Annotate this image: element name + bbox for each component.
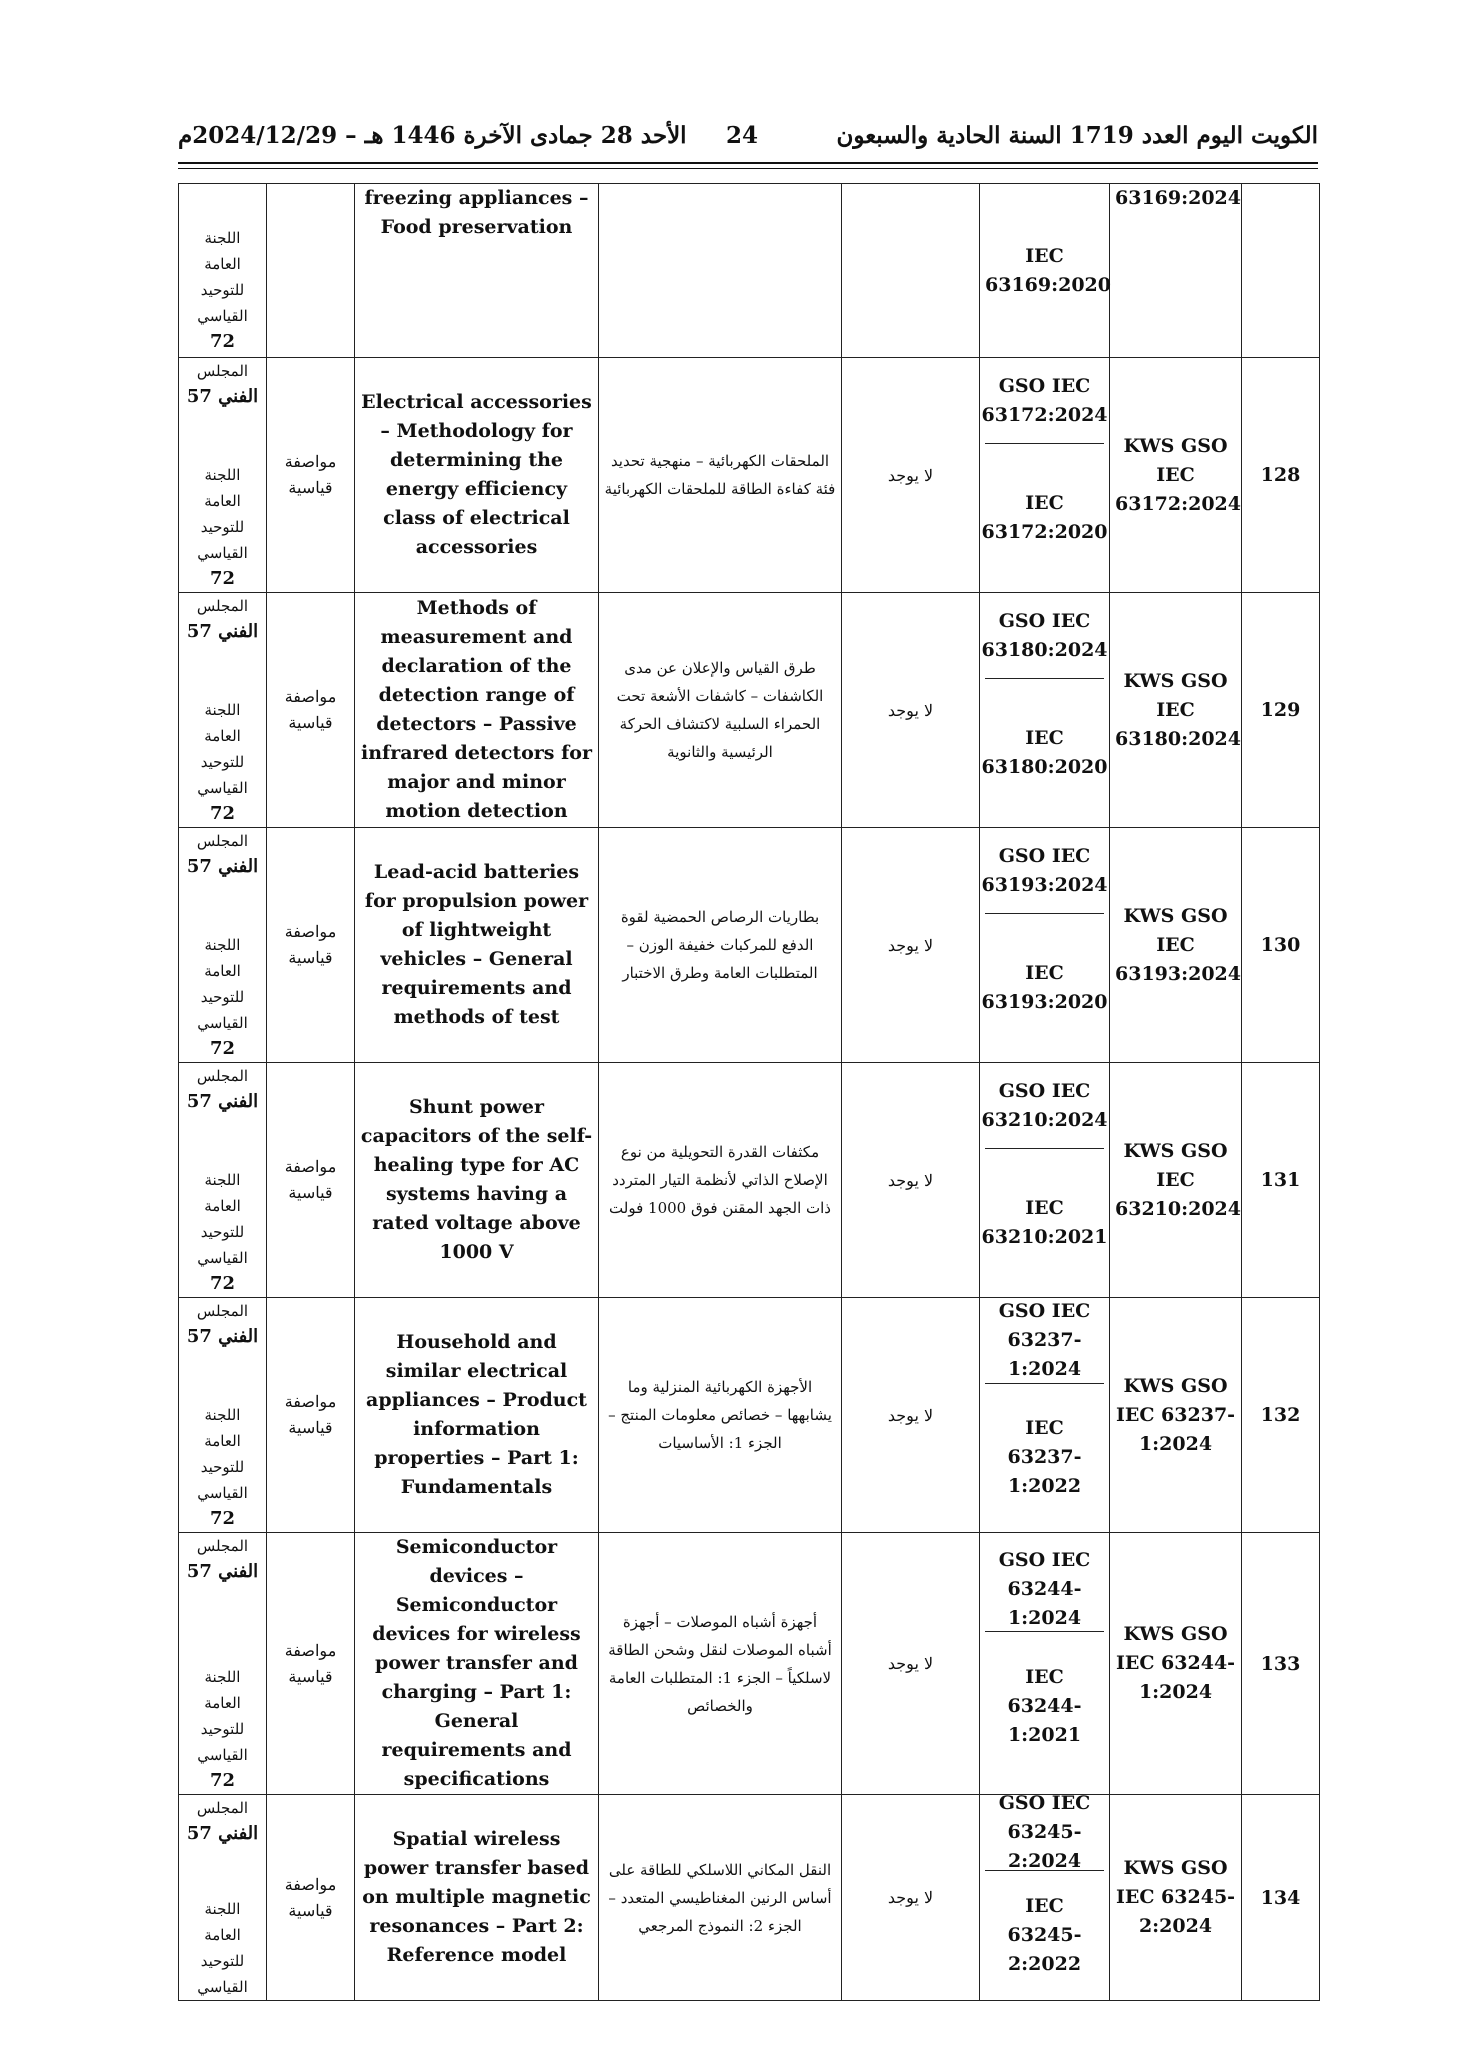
council-line: المجلس <box>196 1537 249 1555</box>
row-number: 128 <box>1242 358 1320 593</box>
committee-line: 72 <box>209 1273 236 1294</box>
committee-line: القياسي <box>197 1249 248 1267</box>
title-ar-cell: الأجهزة الكهربائية المنزلية وما يشابهها – خصائص معلومات المنتج – الجزء 1: الأساسيات <box>599 1298 842 1533</box>
committee-line: العامة <box>204 1694 241 1712</box>
committee-line: للتوحيد <box>200 753 245 771</box>
committee-cell <box>179 358 267 593</box>
title-en-cell: Household and similar electrical appliances – Product information properties – Part 1: Fundamentals <box>355 1298 599 1533</box>
row-number: 129 <box>1242 593 1320 828</box>
council-line: الفني 57 <box>186 621 259 642</box>
committee-block <box>197 1167 248 1297</box>
committee-block <box>197 1402 248 1532</box>
title-ar-cell: بطاريات الرصاص الحمضية لقوة الدفع للمركبات خفيفة الوزن – المتطلبات العامة وطرق الاختبار <box>599 828 842 1063</box>
table-row <box>179 358 1320 593</box>
committee-line: للتوحيد <box>200 1458 245 1476</box>
table-row <box>179 1298 1320 1533</box>
title-ar-cell: أجهزة أشباه الموصلات – أجهزة أشباه الموصلات لنقل وشحن الطاقة لاسلكياً – الجزء 1: المتطلبات العامة والخصائص <box>599 1533 842 1795</box>
table-row <box>179 1795 1320 2001</box>
issue-date: الأحد 28 جمادى الآخرة 1446 هـ – 2024/12/29م <box>178 122 687 149</box>
type-cell <box>267 1298 355 1533</box>
table-row <box>179 593 1320 828</box>
committee-line: العامة <box>204 1926 241 1944</box>
committee-line: القياسي <box>197 779 248 797</box>
committee-cell <box>179 1298 267 1533</box>
committee-line: اللجنة <box>204 1406 241 1424</box>
gso-code: GSO IEC 63237-1:2024 <box>985 1299 1104 1384</box>
council-line: الفني 57 <box>186 1823 259 1844</box>
committee-block <box>197 697 248 827</box>
iec-code: IEC 63245-2:2022 <box>1007 1894 1082 1975</box>
committee-line: اللجنة <box>204 1171 241 1189</box>
title-en-cell: freezing appliances – Food preservation <box>355 184 599 358</box>
committee-line: القياسي <box>197 1484 248 1502</box>
committee-line: اللجنة <box>204 1668 241 1686</box>
gso-code: GSO IEC 63244-1:2024 <box>985 1547 1104 1632</box>
committee-line: للتوحيد <box>200 1952 245 1970</box>
page-header <box>178 122 1318 158</box>
council-line: الفني 57 <box>186 856 259 877</box>
source-codes-cell <box>980 1063 1110 1298</box>
committee-line: العامة <box>204 962 241 980</box>
committee-cell <box>179 1533 267 1795</box>
committee-line: اللجنة <box>204 936 241 954</box>
source-codes-cell <box>980 1792 1110 2001</box>
gso-code: GSO IEC 63245-2:2024 <box>985 1796 1104 1871</box>
row-number: 131 <box>1242 1063 1320 1298</box>
iec-code: IEC 63237-1:2022 <box>1007 1417 1082 1497</box>
kws-code-cell: KWS GSO IEC 63245-2:2024 <box>1110 1795 1242 2001</box>
committee-cell <box>179 1063 267 1298</box>
gso-code: GSO IEC 63193:2024 <box>985 829 1104 914</box>
committee-line: 72 <box>209 1038 236 1059</box>
gazette-issue-line: الكويت اليوم العدد 1719 السنة الحادية والسبعون <box>836 122 1318 149</box>
committee-line: اللجنة <box>204 466 241 484</box>
type-label: مواصفة قياسية <box>284 922 337 967</box>
title-en-cell: Lead-acid batteries for propulsion power of lightweight vehicles – General requirements and methods of test <box>355 828 599 1063</box>
reference-cell: لا يوجد <box>842 1533 980 1795</box>
council-block <box>187 1533 258 1585</box>
council-block <box>187 358 258 410</box>
title-en-cell: Spatial wireless power transfer based on multiple magnetic resonances – Part 2: Reference model <box>355 1795 599 2001</box>
committee-line: القياسي <box>197 1014 248 1032</box>
committee-line: 72 <box>209 1770 236 1791</box>
type-cell <box>267 828 355 1063</box>
type-label: مواصفة قياسية <box>284 687 337 732</box>
source-codes-cell <box>980 1298 1110 1533</box>
title-en-cell: Methods of measurement and declaration of the detection range of detectors – Passive infrared detectors for major and minor motion detection <box>355 593 599 828</box>
council-line: المجلس <box>196 1067 249 1085</box>
gso-code: GSO IEC 63172:2024 <box>985 359 1104 444</box>
committee-cell <box>179 593 267 828</box>
gso-code: GSO IEC 63180:2024 <box>985 594 1104 679</box>
title-ar-cell: مكثفات القدرة التحويلية من نوع الإصلاح الذاتي لأنظمة التيار المتردد ذات الجهد المقنن فوق 1000 فولت <box>599 1063 842 1298</box>
type-label: مواصفة قياسية <box>284 452 337 497</box>
table-row <box>179 828 1320 1063</box>
number-cell <box>1242 184 1320 358</box>
kws-code-cell: KWS GSO IEC 63193:2024 <box>1110 828 1242 1063</box>
committee-line: 72 <box>209 803 236 824</box>
title-ar-cell: النقل المكاني اللاسلكي للطاقة على أساس الرنين المغناطيسي المتعدد – الجزء 2: النموذج المرجعي <box>599 1795 842 2001</box>
council-block <box>187 593 258 645</box>
committee-line: للتوحيد <box>200 988 245 1006</box>
kws-code-cell: KWS GSO IEC 63210:2024 <box>1110 1063 1242 1298</box>
type-cell <box>267 593 355 828</box>
source-codes-cell <box>980 1533 1110 1795</box>
title-ar-cell <box>599 184 842 358</box>
standards-table <box>178 183 1320 2001</box>
committee-line: القياسي <box>197 1746 248 1764</box>
page-number: 24 <box>725 122 758 149</box>
committee-block <box>197 1896 248 2000</box>
committee-cell <box>179 184 267 358</box>
type-label: مواصفة قياسية <box>284 1392 337 1437</box>
row-number: 133 <box>1242 1533 1320 1795</box>
row-number: 132 <box>1242 1298 1320 1533</box>
type-cell <box>267 1795 355 2001</box>
type-label: مواصفة قياسية <box>284 1157 337 1202</box>
council-line: المجلس <box>196 832 249 850</box>
iec-code: IEC 63172:2020 <box>981 491 1108 543</box>
kws-code-cell: KWS GSO IEC 63237-1:2024 <box>1110 1298 1242 1533</box>
reference-cell <box>842 184 980 358</box>
iec-code: IEC 63244-1:2021 <box>1007 1665 1082 1746</box>
type-cell <box>267 1533 355 1795</box>
committee-cell <box>179 828 267 1063</box>
committee-line: العامة <box>204 727 241 745</box>
committee-line: القياسي <box>197 1978 248 1996</box>
table-row <box>179 1063 1320 1298</box>
council-line: الفني 57 <box>186 1091 259 1112</box>
header-rule-thick <box>178 162 1318 164</box>
committee-line: اللجنة <box>204 1900 241 1918</box>
type-label: مواصفة قياسية <box>284 1874 337 1920</box>
council-line: المجلس <box>196 597 249 615</box>
kws-code-cell: KWS GSO IEC 63172:2024 <box>1110 358 1242 593</box>
council-line: المجلس <box>196 1302 249 1320</box>
title-ar-cell: طرق القياس والإعلان عن مدى الكاشفات – كاشفات الأشعة تحت الحمراء السلبية لاكتشاف الحركة الرئيسية والثانوية <box>599 593 842 828</box>
council-line: المجلس <box>196 1799 249 1817</box>
council-line: الفني 57 <box>186 386 259 407</box>
reference-cell: لا يوجد <box>842 1063 980 1298</box>
committee-line: اللجنة <box>204 701 241 719</box>
gso-code: GSO IEC 63210:2024 <box>985 1064 1104 1149</box>
committee-line: العامة <box>204 255 241 273</box>
committee-cell <box>179 1795 267 2001</box>
committee-block <box>197 1664 248 1794</box>
committee-line: 72 <box>209 1508 236 1529</box>
title-en-cell: Shunt power capacitors of the self-healing type for AC systems having a rated voltage above 1000 V <box>355 1063 599 1298</box>
type-label: مواصفة قياسية <box>284 1640 337 1686</box>
committee-line: العامة <box>204 1197 241 1215</box>
reference-cell: لا يوجد <box>842 828 980 1063</box>
reference-cell: لا يوجد <box>842 1298 980 1533</box>
committee-line: العامة <box>204 492 241 510</box>
iec-code-cell: IEC 63169:2020 <box>980 184 1110 358</box>
source-codes-cell <box>980 828 1110 1063</box>
table-row-continued <box>179 184 1320 358</box>
type-cell <box>267 1063 355 1298</box>
type-cell <box>267 184 355 358</box>
committee-line: للتوحيد <box>200 1720 245 1738</box>
committee-line: 72 <box>209 568 236 589</box>
kws-code-cell: 63169:2024 <box>1110 184 1242 358</box>
header-rule-thin <box>178 168 1318 169</box>
row-number: 134 <box>1242 1795 1320 2001</box>
council-block <box>187 1298 258 1350</box>
council-line: المجلس <box>196 362 249 380</box>
reference-cell: لا يوجد <box>842 1795 980 2001</box>
council-line: الفني 57 <box>186 1326 259 1347</box>
type-cell <box>267 358 355 593</box>
committee-line: للتوحيد <box>200 1223 245 1241</box>
title-en-cell: Semiconductor devices – Semiconductor devices for wireless power transfer and charging – Part 1: General requirements and specifications <box>355 1533 599 1795</box>
title-ar-cell: الملحقات الكهربائية – منهجية تحديد فئة كفاءة الطاقة للملحقات الكهربائية <box>599 358 842 593</box>
council-line: الفني 57 <box>186 1561 259 1582</box>
source-codes-cell <box>980 593 1110 828</box>
committee-number: 72 <box>209 331 236 352</box>
table-row <box>179 1533 1320 1795</box>
council-block <box>187 1795 258 1847</box>
iec-code: IEC 63180:2020 <box>981 726 1108 778</box>
committee-line: القياسي <box>197 544 248 562</box>
committee-line: للتوحيد <box>200 281 245 299</box>
iec-code: IEC 63193:2020 <box>981 961 1108 1013</box>
source-codes-cell <box>980 358 1110 593</box>
kws-code-cell: KWS GSO IEC 63180:2024 <box>1110 593 1242 828</box>
council-block <box>187 1063 258 1115</box>
committee-line: للتوحيد <box>200 518 245 536</box>
committee-line: القياسي <box>197 307 248 325</box>
reference-cell: لا يوجد <box>842 593 980 828</box>
committee-block <box>197 462 248 592</box>
committee-block <box>197 932 248 1062</box>
council-block <box>187 828 258 880</box>
row-number: 130 <box>1242 828 1320 1063</box>
kws-code-cell: KWS GSO IEC 63244-1:2024 <box>1110 1533 1242 1795</box>
title-en-cell: Electrical accessories – Methodology for determining the energy efficiency class of electrical accessories <box>355 358 599 593</box>
committee-line: اللجنة <box>204 229 241 247</box>
committee-line: العامة <box>204 1432 241 1450</box>
iec-code: IEC 63210:2021 <box>981 1196 1108 1248</box>
reference-cell: لا يوجد <box>842 358 980 593</box>
